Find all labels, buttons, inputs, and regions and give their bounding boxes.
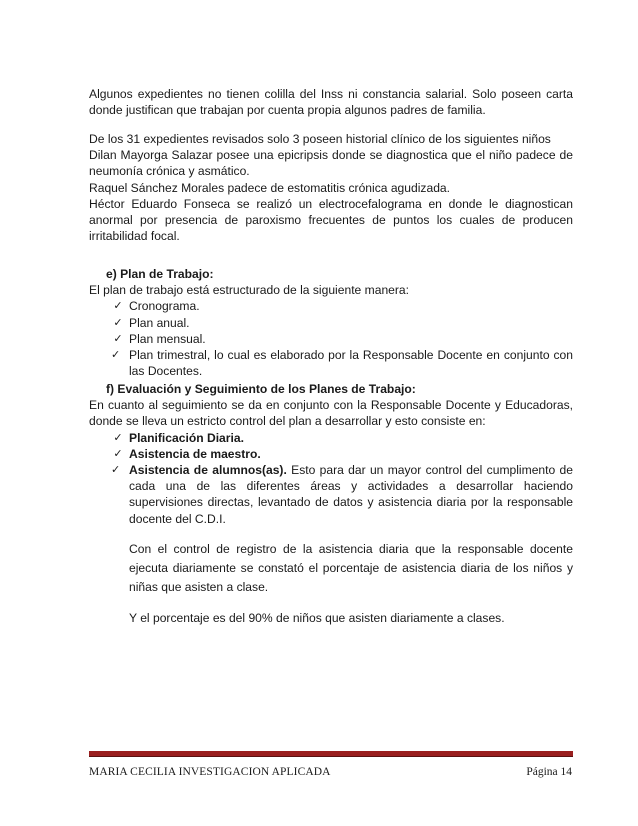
checkmark-icon: ✓ bbox=[111, 348, 121, 362]
checkmark-icon: ✓ bbox=[113, 315, 123, 329]
paragraph-line: Raquel Sánchez Morales padece de estomatitis crónica agudizada. bbox=[89, 180, 451, 195]
list-item-text: Planificación Diaria. bbox=[129, 430, 244, 445]
list-item-text: Asistencia de maestro. bbox=[129, 446, 261, 461]
list-item-text: Plan anual. bbox=[129, 315, 190, 330]
checkmark-icon: ✓ bbox=[113, 299, 123, 313]
list-item bbox=[89, 462, 573, 527]
paragraph-historial-clinico bbox=[89, 131, 573, 244]
list-item bbox=[89, 347, 573, 379]
footer-rule bbox=[89, 751, 573, 757]
footer-author: MARIA CECILIA INVESTIGACION APLICADA bbox=[89, 766, 331, 778]
list-item bbox=[89, 430, 573, 446]
section-intro: El plan de trabajo está estructurado de la siguiente manera: bbox=[89, 283, 410, 298]
checkmark-icon: ✓ bbox=[113, 331, 123, 345]
section-heading: e) Plan de Trabajo: bbox=[106, 267, 214, 281]
checkmark-icon: ✓ bbox=[113, 430, 123, 444]
section-plan-de-trabajo bbox=[89, 266, 573, 379]
section-evaluacion-seguimiento bbox=[89, 381, 573, 626]
note-paragraph: Con el control de registro de la asistencia diaria que la responsable docente ejecuta diariamente se constató el porcentaje de asistencia diaria de los niños y niñas que asisten a clase. bbox=[129, 541, 573, 594]
section-intro: En cuanto al seguimiento se da en conjunto con la Responsable Docente y Educadoras, donde se lleva un estricto control del plan a desarrollar y esto consiste en: bbox=[89, 398, 573, 429]
note-paragraph: Y el porcentaje es del 90% de niños que asisten diariamente a clases. bbox=[129, 610, 505, 625]
section-heading: f) Evaluación y Seguimiento de los Planes de Trabajo: bbox=[106, 382, 416, 396]
list-item bbox=[89, 298, 573, 314]
list-item bbox=[89, 315, 573, 331]
list-item-text: Cronograma. bbox=[129, 299, 200, 314]
list-item-text: Plan mensual. bbox=[129, 331, 206, 346]
list-item bbox=[89, 331, 573, 347]
page-number: Página 14 bbox=[526, 766, 572, 778]
paragraph-line: Héctor Eduardo Fonseca se realizó un electrocefalograma en donde le diagnostican anormal por presencia de paroxismo frecuentes de puntos los cuales de producen irritabilidad focal. bbox=[89, 196, 573, 244]
paragraph-expedientes bbox=[89, 86, 573, 118]
list-item-text: Esto para dar un mayor control del cumplimento de cada una de las diferentes áreas y actividades a desarrollar haciendo supervisiones directas, levantado de datos y asistencia diaria por la responsable docente del C.D.I. bbox=[129, 463, 573, 526]
checkmark-icon: ✓ bbox=[113, 446, 123, 460]
paragraph-line: Dilan Mayorga Salazar posee una epicripsis donde se diagnostica que el niño padece de neumonía crónica y asmático. bbox=[89, 148, 573, 179]
paragraph-text: Algunos expedientes no tienen colilla del Inss ni constancia salarial. Solo poseen carta donde justifican que trabajan por cuenta propia algunos padres de familia. bbox=[89, 87, 573, 118]
paragraph-line: De los 31 expedientes revisados solo 3 poseen historial clínico de los siguientes niños bbox=[89, 132, 551, 146]
list-item-bold-text: Asistencia de alumnos(as). bbox=[129, 463, 287, 478]
list-item bbox=[89, 446, 573, 462]
checkmark-icon: ✓ bbox=[111, 463, 121, 477]
list-item-text: Plan trimestral, lo cual es elaborado por la Responsable Docente en conjunto con las Docentes. bbox=[129, 348, 573, 379]
